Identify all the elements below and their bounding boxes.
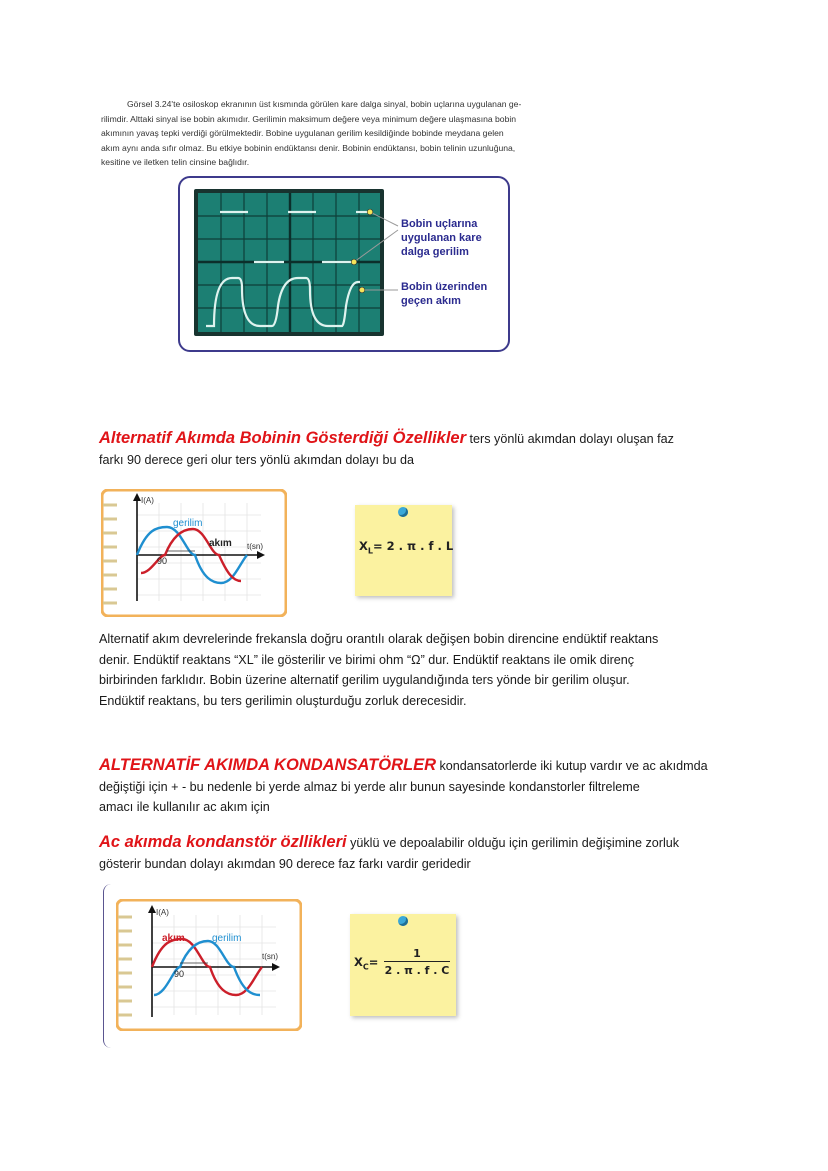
marker-dot: [359, 287, 365, 293]
inductive-reactance-formula: [359, 539, 453, 555]
paragraph-line: Alternatif akım devrelerinde frekansla doğru orantılı olarak değişen bobin direncine endüktif reaktans: [99, 632, 659, 646]
section-capacitors-text: kondansatorlerde iki kutup vardır ve ac akıdmda: [436, 759, 708, 773]
paragraph-line: denir. Endüktif reaktans “XL” ile gösterilir ve birimi ohm “Ω” dur. Endüktif reaktans ile omik direnç: [99, 652, 635, 667]
paragraph-line: Endüktif reaktans, bu ters gerilimin oluşturduğu zorluk derecesidir.: [99, 693, 467, 708]
formula-subscript: L: [367, 546, 373, 556]
capacitive-reactance-symbol: $X_C=$: [354, 955, 379, 972]
phase-label: 90: [174, 969, 185, 979]
section-inductor-text-2: farkı 90 derece geri olur ters yönlü akımdan dolayı bu da: [99, 452, 415, 467]
formula-numerator: 1: [384, 947, 450, 962]
margin-bracket: [103, 884, 112, 1048]
section-capacitors: [99, 755, 739, 818]
section-inductor-text: ters yönlü akımdan dolayı oluşan faz: [466, 432, 674, 446]
section-capacitor-properties: [99, 832, 739, 874]
formula-symbol: X: [359, 539, 368, 553]
intro-line: rilimdir. Alttaki sinyal ise bobin akımıdır. Gerilimin maksimum değere veya minimum değere ulaşmasına bobin: [101, 113, 517, 124]
y-axis-label: I(A): [156, 908, 169, 917]
intro-line: akımının yavaş tepki verdiği görülmektedir. Bobine uygulanan gerilim kesildiğinde bobinde meydana gelen: [101, 128, 504, 139]
voltage-label-line: dalga gerilim: [401, 246, 469, 258]
formula-expression: = 2 . π . f . L: [372, 539, 454, 553]
pin-icon: [398, 507, 408, 517]
inductive-reactance-paragraph: [99, 629, 739, 711]
voltage-label: gerilim: [173, 518, 203, 529]
section-capacitors-text-3: amacı ile kullanılır ac akım için: [99, 800, 270, 814]
voltage-label: [401, 217, 482, 259]
inductor-phase-graph-card: [101, 489, 287, 617]
paragraph-line: birbirinden farklıdır. Bobin üzerine alternatif gerilim uygulandığında ters yönde bir gerilim oluşur.: [99, 673, 630, 687]
voltage-label-line: uygulanan kare: [401, 232, 482, 244]
current-label: akım: [209, 538, 232, 549]
section-capacitors-text-2: değiştiği için + - bu nedenle bi yerde almaz bi yerde alır bunun sayesinde kondanstorler filtreleme: [99, 779, 640, 794]
formula-denominator: 2 . π . f . C: [384, 964, 450, 977]
section-capacitor-properties-heading: Ac akımda kondanstör özllikleri: [99, 833, 347, 851]
phase-label: 90: [157, 556, 168, 566]
section-capacitors-heading: ALTERNATİF AKIMDA KONDANSATÖRLER: [99, 756, 436, 774]
voltage-label-line: Bobin uçlarına: [401, 218, 478, 230]
section-capacitor-properties-text-2: gösterir bundan dolayı akımdan 90 derece faz farkı vardir geridedir: [99, 856, 471, 871]
intro-line: kesitine ve iletken telin cinsine bağlıdır.: [101, 157, 250, 168]
y-axis-label: I(A): [141, 496, 154, 505]
inductive-reactance-note: [355, 505, 452, 596]
formula-symbol: X: [354, 955, 363, 969]
section-capacitor-properties-text: yüklü ve depoalabilir olduğu için gerilimin değişimine zorluk: [346, 836, 680, 850]
pin-icon: [398, 916, 408, 926]
current-label-line: Bobin üzerinden: [401, 281, 488, 293]
formula-subscript: C: [362, 962, 369, 972]
marker-dot: [367, 209, 373, 215]
intro-paragraph: [101, 97, 585, 170]
capacitor-phase-graph-card: [116, 899, 302, 1031]
intro-line: Görsel 3.24'te osiloskop ekranının üst kısmında görülen kare dalga sinyal, bobin uçlarına uygulanan ge-: [127, 99, 522, 109]
capacitive-reactance-fraction: [384, 947, 450, 977]
section-inductor: [99, 428, 739, 470]
current-label: akım: [162, 933, 185, 944]
current-label: [401, 280, 487, 308]
capacitor-phase-graph: [116, 899, 302, 1031]
oscilloscope-illustration: [180, 178, 508, 350]
capacitive-reactance-note: [350, 914, 456, 1016]
oscilloscope-figure: [178, 176, 510, 352]
x-axis-label: t(sn): [247, 542, 263, 551]
inductor-phase-graph: [101, 489, 287, 617]
intro-line: akım aynı anda sıfır olmaz. Bu etkiye bobinin endüktansı denir. Bobinin endüktansı, bobin telinin uzunluğuna,: [101, 142, 516, 153]
voltage-label: gerilim: [212, 933, 242, 944]
section-inductor-heading: Alternatif Akımda Bobinin Gösterdiği Özellikler: [99, 429, 467, 447]
marker-dot: [351, 259, 357, 265]
current-label-line: geçen akım: [401, 295, 461, 307]
x-axis-label: t(sn): [262, 952, 278, 961]
